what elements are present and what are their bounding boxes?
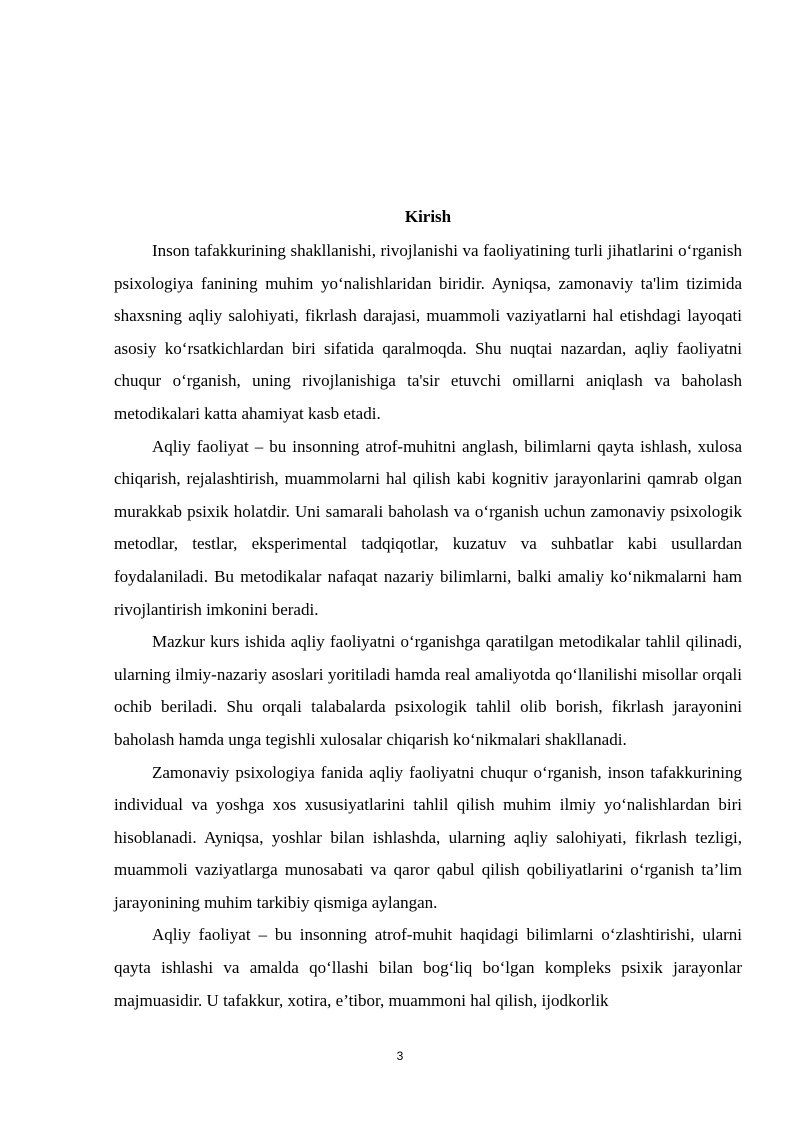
- document-body: [114, 205, 742, 1017]
- paragraph: Aqliy faoliyat – bu insonning atrof-muhitni anglash, bilimlarni qayta ishlash, xulosa chiqarish, rejalashtirish, muammolarni hal qilish kabi kognitiv jarayonlarini qamrab olgan murakkab psixik holatdir. Uni samarali baholash va o‘rganish uchun zamonaviy psixologik metodlar, testlar, eksperimental tadqiqotlar, kuzatuv va suhbatlar kabi usullardan foydalaniladi. Bu metodikalar nafaqat nazariy bilimlarni, balki amaliy ko‘nikmalarni ham rivojlantirish imkonini beradi.: [114, 436, 742, 619]
- paragraph: Mazkur kurs ishida aqliy faoliyatni o‘rganishga qaratilgan metodikalar tahlil qilinadi, ularning ilmiy-nazariy asoslari yoritiladi hamda real amaliyotda qo‘llanilishi misollar orqali ochib beriladi. Shu orqali talabalarda psixologik tahlil olib borish, fikrlash jarayonini baholash hamda unga tegishli xulosalar chiqarish ko‘nikmalari shakllanadi.: [114, 632, 742, 749]
- section-title: Kirish: [404, 207, 452, 226]
- paragraph: Zamonaviy psixologiya fanida aqliy faoliyatni chuqur o‘rganish, inson tafakkurining individual va yoshga xos xususiyatlarini tahlil qilish muhim ilmiy yo‘nalishlardan biri hisoblanadi. Ayniqsa, yoshlar bilan ishlashda, ularning aqliy salohiyati, fikrlash tezligi, muammoli vaziyatlarga munosabati va qaror qabul qilish qobiliyatlarini o‘rganish ta’lim jarayonining muhim tarkibiy qismiga aylangan.: [114, 762, 742, 912]
- paragraph: Aqliy faoliyat – bu insonning atrof-muhit haqidagi bilimlarni o‘zlashtirishi, ularni qayta ishlashi va amalda qo‘llashi bilan bog‘liq bo‘lgan kompleks psixik jarayonlar majmuasidir. U tafakkur, xotira, e’tibor, muammoni hal qilish, ijodkorlik: [114, 925, 742, 1010]
- page-number: 3: [396, 1049, 404, 1063]
- paragraph: Inson tafakkurining shakllanishi, rivojlanishi va faoliyatining turli jihatlarini o‘rganish psixologiya fanining muhim yo‘nalishlaridan biridir. Ayniqsa, zamonaviy ta'lim tizimida shaxsning aqliy salohiyati, fikrlash darajasi, muammoli vaziyatlarni hal etishdagi layoqati asosiy ko‘rsatkichlardan biri sifatida qaralmoqda. Shu nuqtai nazardan, aqliy faoliyatni chuqur o‘rganish, uning rivojlanishiga ta'sir etuvchi omillarni aniqlash va baholash metodikalari katta ahamiyat kasb etadi.: [114, 241, 742, 423]
